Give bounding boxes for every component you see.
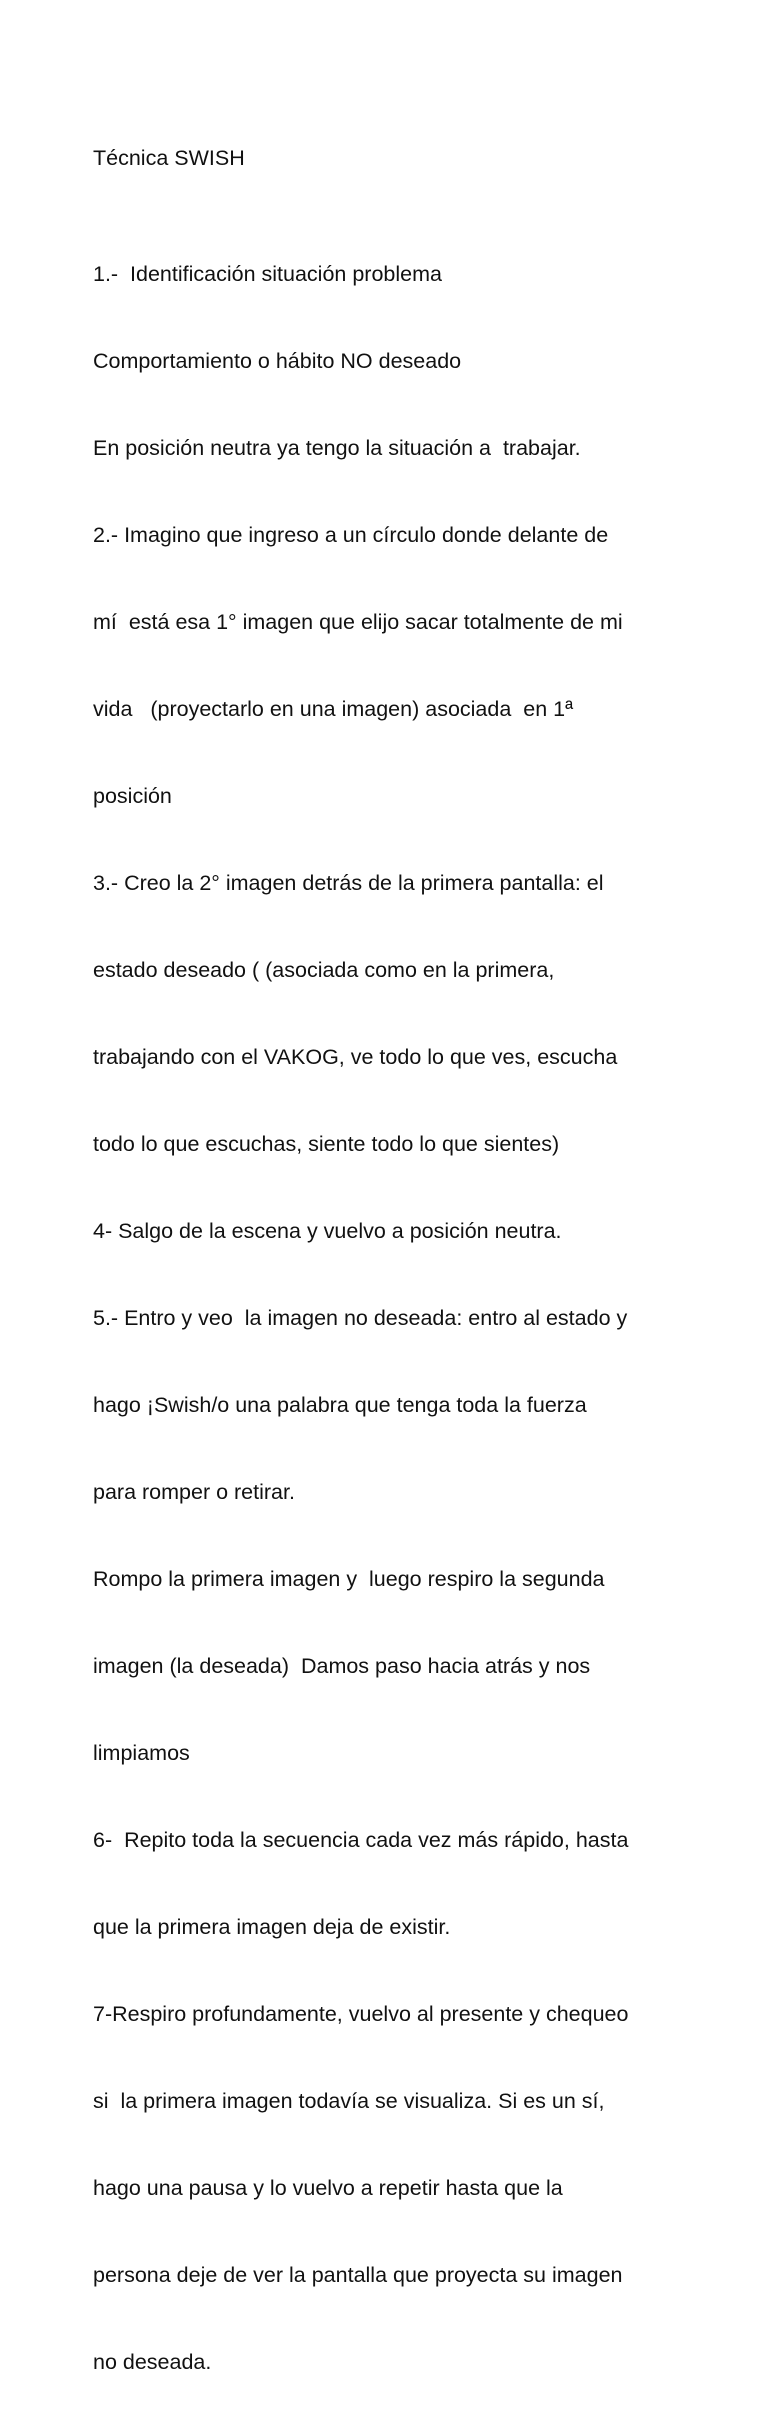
document-title: Técnica SWISH (93, 146, 245, 170)
text-line: para romper o retirar. (93, 1480, 295, 1504)
text-line: Rompo la primera imagen y luego respiro la segunda (93, 1567, 605, 1591)
text-line: trabajando con el VAKOG, ve todo lo que ves, escucha (93, 1045, 618, 1069)
text-line: 3.- Creo la 2° imagen detrás de la primera pantalla: el (93, 871, 604, 895)
text-line: En posición neutra ya tengo la situación a trabajar. (93, 436, 581, 460)
text-line: hago una pausa y lo vuelvo a repetir hasta que la (93, 2176, 563, 2200)
text-line: mí está esa 1° imagen que elijo sacar totalmente de mi (93, 610, 623, 634)
text-line: imagen (la deseada) Damos paso hacia atrás y nos (93, 1654, 591, 1678)
text-line: hago ¡Swish/o una palabra que tenga toda la fuerza (93, 1393, 587, 1417)
text-line: todo lo que escuchas, siente todo lo que sientes) (93, 1132, 560, 1156)
text-line: 6- Repito toda la secuencia cada vez más rápido, hasta (93, 1828, 629, 1852)
text-line: 2.- Imagino que ingreso a un círculo donde delante de (93, 523, 609, 547)
text-line: estado deseado ( (asociada como en la primera, (93, 958, 555, 982)
text-line: vida (proyectarlo en una imagen) asociada en 1ª (93, 697, 574, 721)
text-line: 1.- Identificación situación problema (93, 262, 442, 286)
text-line: 7-Respiro profundamente, vuelvo al presente y chequeo (93, 2002, 629, 2026)
text-line: persona deje de ver la pantalla que proyecta su imagen (93, 2263, 623, 2287)
text-line: si la primera imagen todavía se visualiza. Si es un sí, (93, 2089, 605, 2113)
text-line: que la primera imagen deja de existir. (93, 1915, 451, 1939)
text-line: no deseada. (93, 2350, 212, 2374)
text-line: 5.- Entro y veo la imagen no deseada: entro al estado y (93, 1306, 628, 1330)
text-line: Comportamiento o hábito NO deseado (93, 349, 462, 373)
document-body (93, 86, 733, 2435)
text-line: 4- Salgo de la escena y vuelvo a posición neutra. (93, 1219, 562, 1243)
text-line: posición (93, 784, 172, 808)
text-line: limpiamos (93, 1741, 190, 1765)
